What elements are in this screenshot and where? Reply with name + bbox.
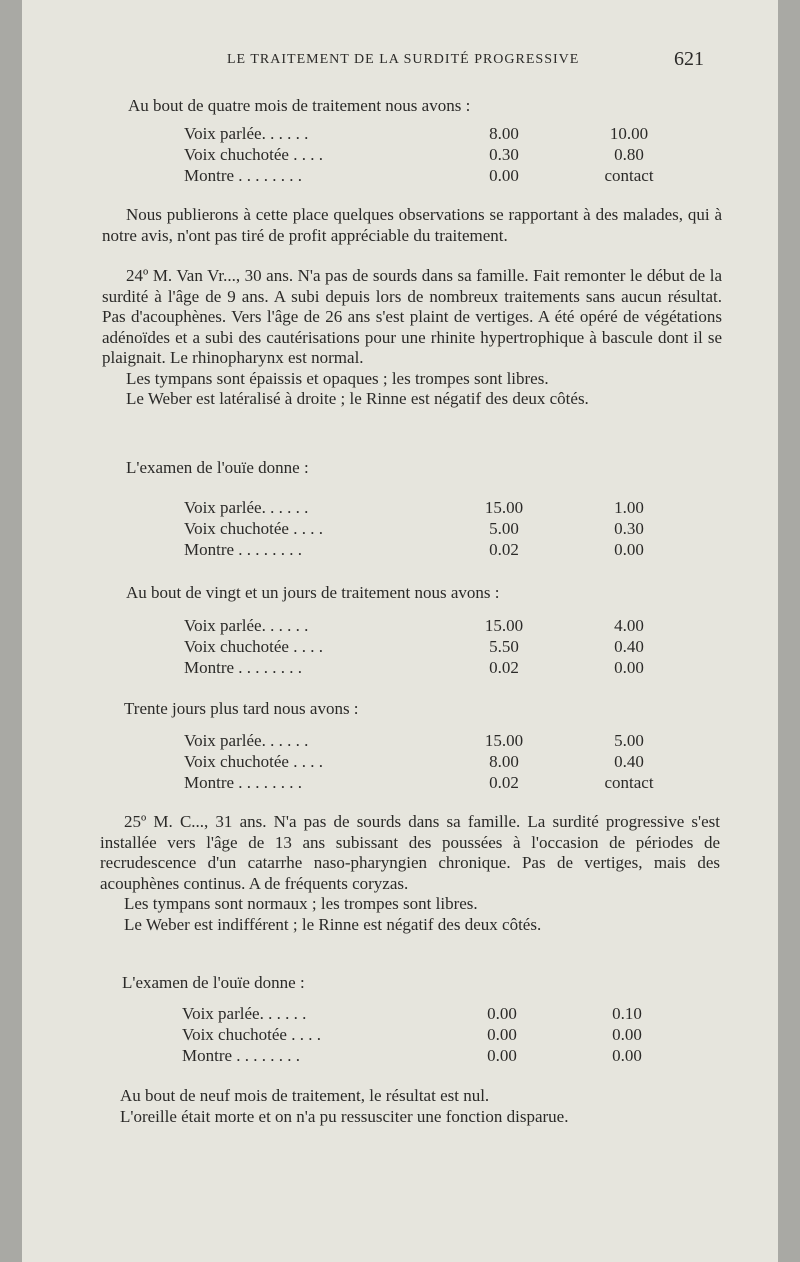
observation-25 <box>100 812 720 935</box>
paragraph: Les tympans sont normaux ; les trompes sont libres. <box>124 894 478 913</box>
table-row <box>184 658 704 679</box>
exam-intro-1: L'examen de l'ouïe donne : <box>126 458 309 477</box>
row-value-1: 15.00 <box>484 616 524 635</box>
row-value-1: 0.02 <box>489 773 519 792</box>
row-value-2: 0.00 <box>612 1025 642 1044</box>
row-value-1: 0.00 <box>487 1004 517 1023</box>
page-number: 621 <box>674 48 704 70</box>
row-value-1: 0.00 <box>487 1046 517 1065</box>
paragraph: Les tympans sont épaissis et opaques ; les trompes sont libres. <box>126 368 549 388</box>
intro-30-days: Trente jours plus tard nous avons : <box>124 699 359 718</box>
row-value-2: 0.10 <box>612 1004 642 1023</box>
row-value-2: 1.00 <box>614 498 644 517</box>
paragraph: Nous publierons à cette place quelques observations se rapportant à des malades, qui à notre avis, n'ont pas tiré de profit appréciable du traitement. <box>102 205 722 245</box>
table-row <box>182 1025 702 1046</box>
row-label: Voix parlée. . . . . . <box>184 731 309 750</box>
row-value-2: 0.40 <box>614 637 644 656</box>
table-row <box>182 1004 702 1025</box>
row-value-1: 0.02 <box>489 540 519 559</box>
row-value-2: 0.00 <box>614 658 644 677</box>
row-value-2: 0.80 <box>614 145 644 164</box>
row-label: Montre . . . . . . . . <box>184 540 303 559</box>
row-value-1: 8.00 <box>489 124 519 143</box>
paragraph: 24º M. Van Vr..., 30 ans. N'a pas de sourds dans sa famille. Fait remonter le début de la surdité à l'âge de 9 ans. A subi depuis lors de nombreux traitements sans aucun résultat. Pas d'acouphènes. Vers l'âge de 26 ans s'est plaint de vertiges. A été opéré de végétations adénoïdes et a subi des cautérisations pour une rhinite hypertrophique à bascule dont il se plaignait. Le rhinopharynx est normal. <box>102 266 722 367</box>
book-page <box>22 0 778 1262</box>
running-title: LE TRAITEMENT DE LA SURDITÉ PROGRESSIVE <box>227 52 580 67</box>
row-label: Montre . . . . . . . . <box>184 166 303 185</box>
row-value-1: 5.00 <box>489 519 519 538</box>
closing-line-1: Au bout de neuf mois de traitement, le résultat est nul. <box>120 1086 490 1105</box>
row-value-2: 4.00 <box>614 616 644 635</box>
intro-four-months: Au bout de quatre mois de traitement nous avons : <box>128 96 471 115</box>
observation-intro <box>102 205 722 246</box>
table-row <box>184 498 704 519</box>
row-value-1: 0.02 <box>489 658 519 677</box>
row-value-2: contact <box>604 773 654 792</box>
row-label: Montre . . . . . . . . <box>184 773 303 792</box>
row-label: Voix chuchotée . . . . <box>182 1025 321 1044</box>
row-label: Voix chuchotée . . . . <box>184 637 323 656</box>
row-value-1: 0.30 <box>489 145 519 164</box>
row-value-2: 0.00 <box>614 540 644 559</box>
row-value-2: 0.00 <box>612 1046 642 1065</box>
row-label: Voix chuchotée . . . . <box>184 752 323 771</box>
table-row <box>184 637 704 658</box>
table-row <box>184 145 704 166</box>
paragraph: Le Weber est latéralisé à droite ; le Rinne est négatif des deux côtés. <box>126 389 589 408</box>
intro-21-days: Au bout de vingt et un jours de traitement nous avons : <box>126 583 500 602</box>
table-row <box>184 540 704 561</box>
table-row <box>184 616 704 637</box>
row-label: Voix chuchotée . . . . <box>184 145 323 164</box>
row-label: Voix parlée. . . . . . <box>182 1004 307 1023</box>
row-value-1: 8.00 <box>489 752 519 771</box>
table-row <box>184 731 704 752</box>
row-label: Voix parlée. . . . . . <box>184 498 309 517</box>
row-label: Voix parlée. . . . . . <box>184 616 309 635</box>
paragraph: Le Weber est indifférent ; le Rinne est négatif des deux côtés. <box>124 914 542 934</box>
table-row <box>184 166 704 187</box>
row-value-2: 5.00 <box>614 731 644 750</box>
row-label: Voix chuchotée . . . . <box>184 519 323 538</box>
row-label: Montre . . . . . . . . <box>182 1046 301 1065</box>
table-row <box>184 752 704 773</box>
paragraph: 25º M. C..., 31 ans. N'a pas de sourds dans sa famille. La surdité progressive s'est installée vers l'âge de 13 ans subissant des poussées à l'occasion de périodes de recrudescence d'un catarrhe naso-pharyngien chronique. Pas de vertiges, mais des acouphènes continus. A de fréquents coryzas. <box>100 812 720 893</box>
row-value-1: 0.00 <box>487 1025 517 1044</box>
exam-intro-2: L'examen de l'ouïe donne : <box>122 973 305 992</box>
row-value-1: 15.00 <box>484 498 524 517</box>
row-value-1: 5.50 <box>489 637 519 656</box>
table-row <box>182 1046 702 1067</box>
table-row <box>184 773 704 794</box>
observation-24 <box>102 266 722 410</box>
row-value-2: 0.40 <box>614 752 644 771</box>
closing-line-2: L'oreille était morte et on n'a pu ressusciter une fonction disparue. <box>120 1107 569 1126</box>
table-row <box>184 124 704 145</box>
row-label: Montre . . . . . . . . <box>184 658 303 677</box>
row-label: Voix parlée. . . . . . <box>184 124 309 143</box>
row-value-2: contact <box>604 166 654 185</box>
row-value-2: 10.00 <box>609 124 649 143</box>
running-header <box>22 46 778 76</box>
row-value-2: 0.30 <box>614 519 644 538</box>
table-row <box>184 519 704 540</box>
row-value-1: 0.00 <box>489 166 519 185</box>
row-value-1: 15.00 <box>484 731 524 750</box>
